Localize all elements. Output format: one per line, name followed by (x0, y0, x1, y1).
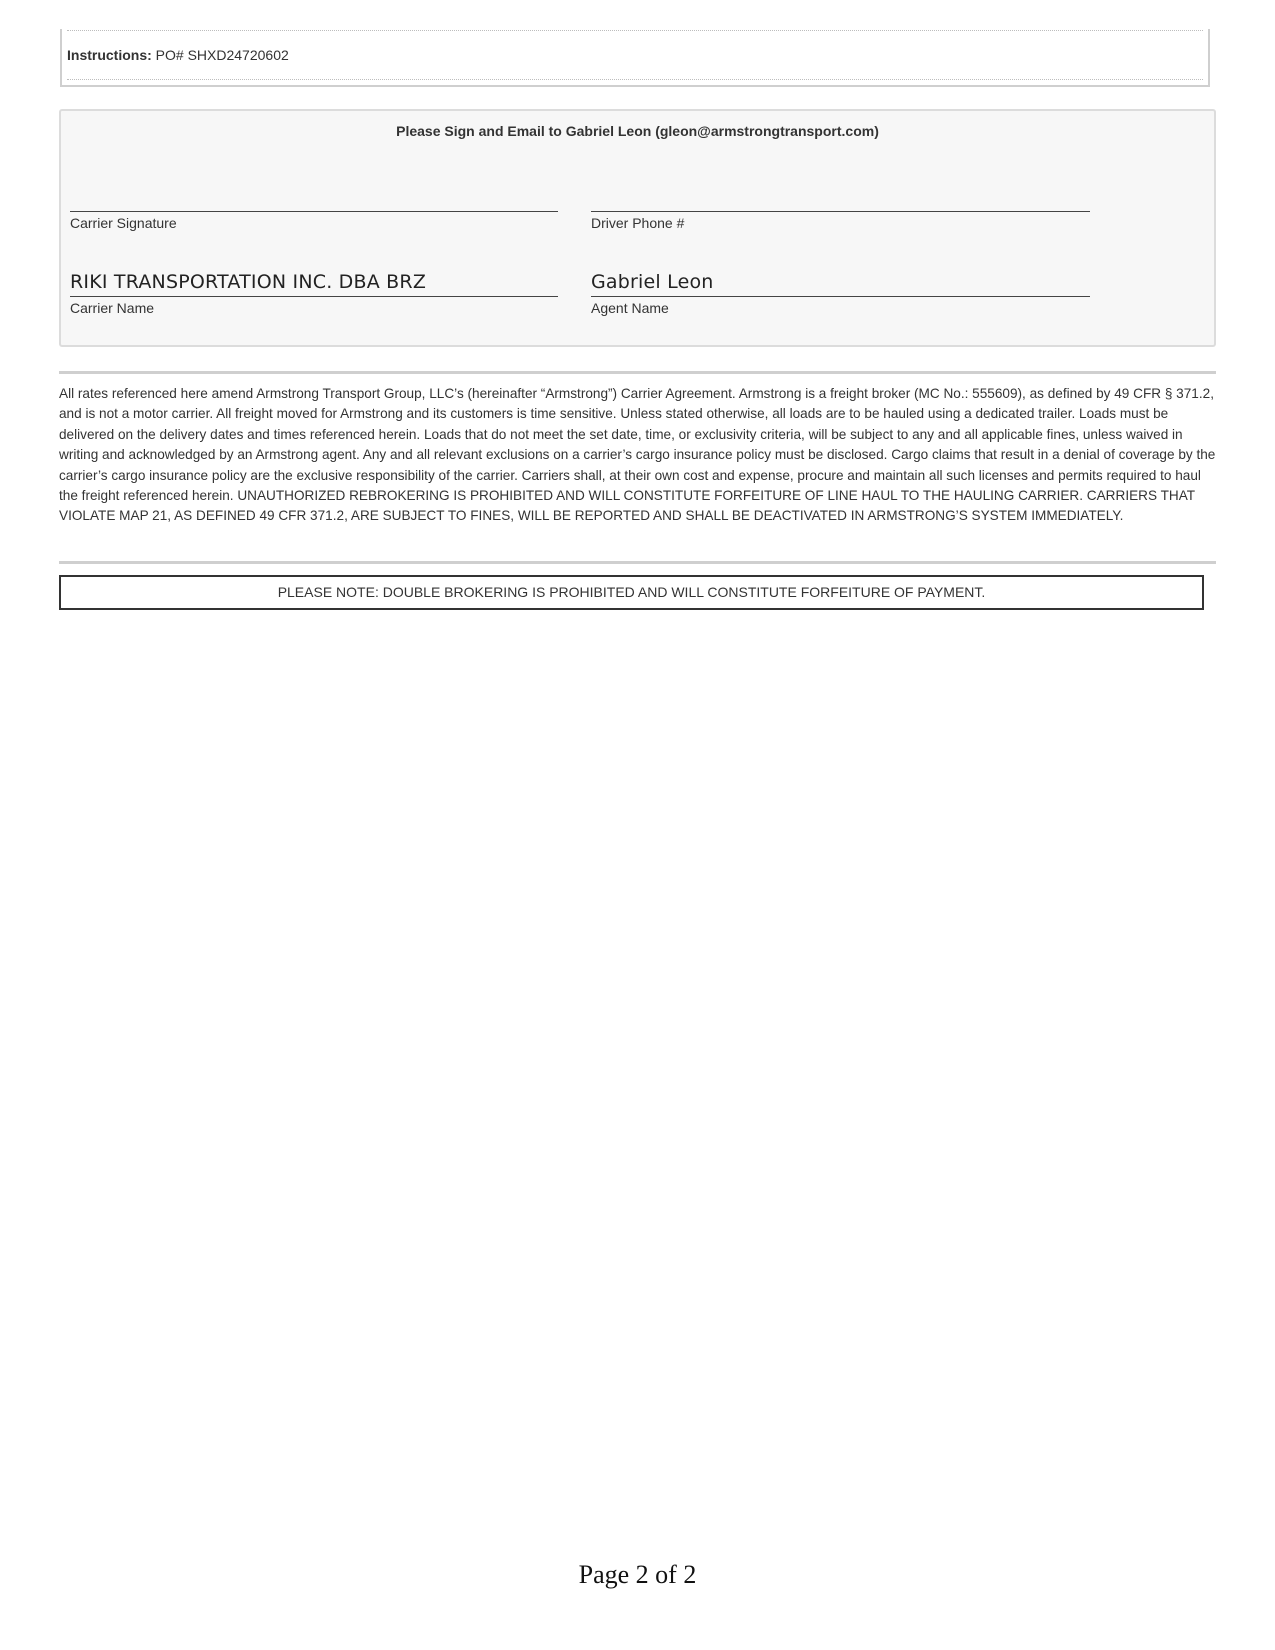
carrier-name-value[interactable]: RIKI TRANSPORTATION INC. DBA BRZ (70, 271, 427, 293)
carrier-name-line (70, 296, 558, 297)
carrier-signature-line (70, 211, 558, 212)
section-divider (59, 371, 1216, 374)
carrier-name-label: Carrier Name (70, 300, 155, 316)
dotted-divider (67, 30, 1203, 31)
double-brokering-notice: PLEASE NOTE: DOUBLE BROKERING IS PROHIBITED AND WILL CONSTITUTE FORFEITURE OF PAYMENT. (59, 575, 1204, 610)
agent-name-label: Agent Name (591, 300, 669, 316)
agent-name-line (591, 296, 1090, 297)
instructions-value: PO# SHXD24720602 (151, 47, 289, 63)
instructions-label: Instructions: (67, 47, 152, 63)
signature-section (59, 109, 1216, 347)
terms-paragraph: All rates referenced here amend Armstrong Transport Group, LLC’s (hereinafter “Armstrong”) Carrier Agreement. Armstrong is a freight broker (MC No.: 555609), as defined by 49 CFR § 371.2, and is not a motor carrier. All freight moved for Armstrong and its customers is time sensitive. Unless stated otherwise, all loads are to be hauled using a dedicated trailer. Loads must be delivered on the delivery dates and times referenced herein. Loads that do not meet the set date, time, or exclusivity criteria, will be subject to any and all applicable fines, unless waived in writing and acknowledged by an Armstrong agent. Any and all relevant exclusions on a carrier’s cargo insurance policy must be disclosed. Cargo claims that result in a denial of coverage by the carrier’s cargo insurance policy are the exclusive responsibility of the carrier. Carriers shall, at their own cost and expense, procure and maintain all such licenses and permits required to haul the freight referenced herein. UNAUTHORIZED REBROKERING IS PROHIBITED AND WILL CONSTITUTE FORFEITURE OF LINE HAUL TO THE HAULING CARRIER. CARRIERS THAT VIOLATE MAP 21, AS DEFINED 49 CFR 371.2, ARE SUBJECT TO FINES, WILL BE REPORTED AND SHALL BE DEACTIVATED IN ARMSTRONG’S SYSTEM IMMEDIATELY. (59, 386, 1216, 524)
driver-phone-label: Driver Phone # (591, 215, 685, 231)
instructions-box (60, 29, 1210, 87)
page-number: Page 2 of 2 (578, 1560, 697, 1589)
carrier-signature-label: Carrier Signature (70, 215, 177, 231)
sign-instructions-title: Please Sign and Email to Gabriel Leon (gleon@armstrongtransport.com) (396, 123, 879, 139)
dotted-divider (67, 79, 1203, 80)
section-divider (59, 561, 1216, 564)
instructions-line (67, 47, 289, 63)
driver-phone-line (591, 211, 1090, 212)
agent-name-value[interactable]: Gabriel Leon (591, 271, 714, 293)
